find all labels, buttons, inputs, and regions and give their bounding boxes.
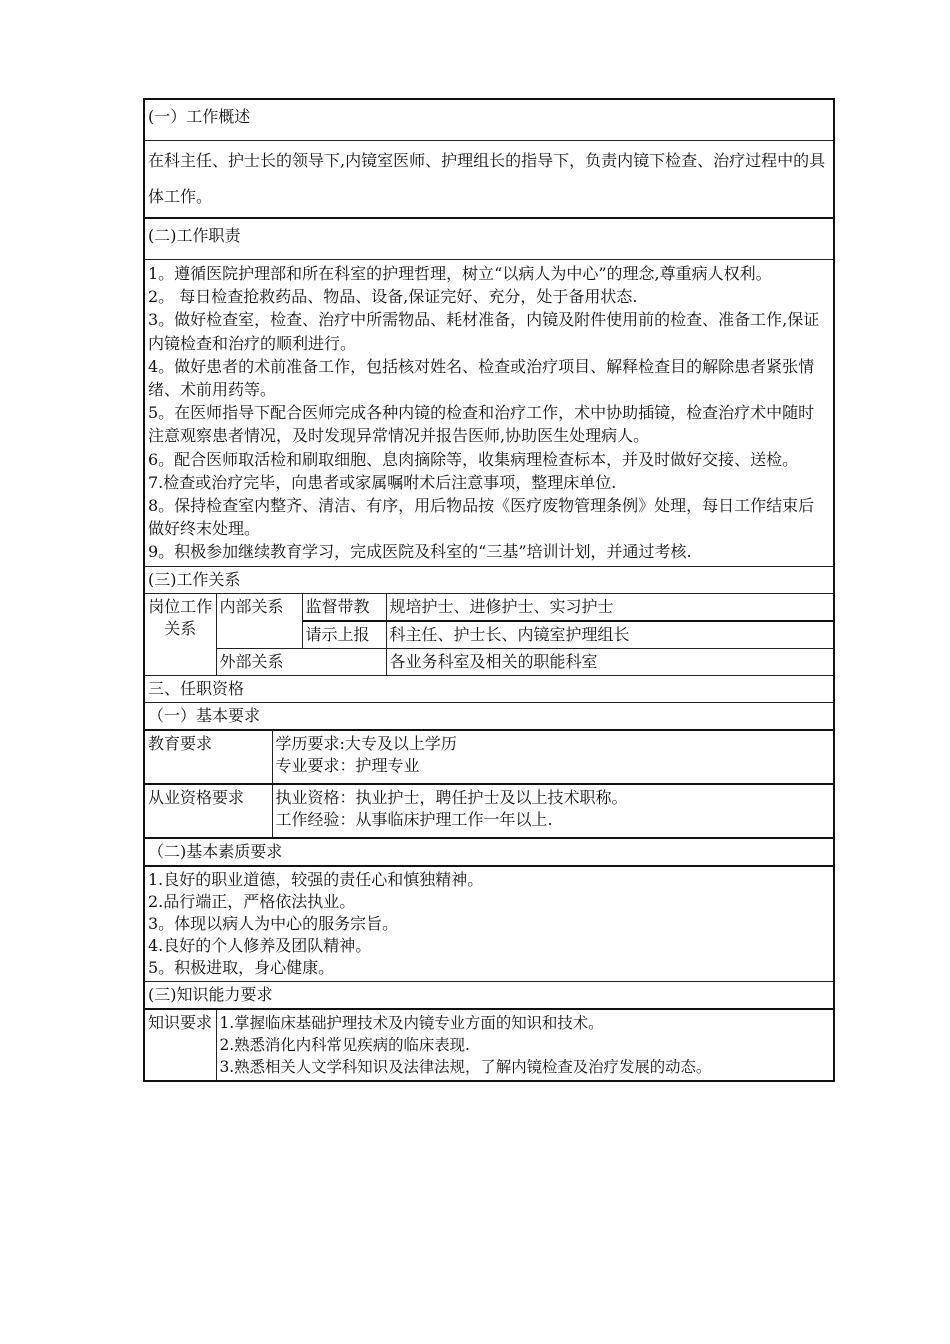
list-item: 2。 每日检查抢救药品、物品、设备,保证完好、充分，处于备用状态. <box>148 287 638 307</box>
qualifications-heading: 三、任职资格 <box>144 675 834 702</box>
duties-heading: (二)工作职责 <box>144 218 834 260</box>
list-item: 9。积极参加继续教育学习，完成医院及科室的“三基”培训计划，并通过考核. <box>148 542 692 562</box>
list-item: 4.良好的个人修养及团队精神。 <box>148 935 372 955</box>
list-item: 4。做好患者的术前准备工作，包括核对姓名、检查或治疗项目、解释检查目的解除患者紧张情绪、术前用药等。 <box>148 356 815 400</box>
education-line: 专业要求：护理专业 <box>275 755 420 775</box>
list-item: 2.熟悉消化内科常见疾病的临床表现. <box>219 1035 470 1054</box>
internal-relations-label: 内部关系 <box>216 593 302 648</box>
knowledge-requirements-heading: (三)知识能力要求 <box>144 981 834 1009</box>
certification-line: 工作经验：从事临床护理工作一年以上. <box>275 809 553 829</box>
list-item: 2.品行端正，严格依法执业。 <box>148 891 356 911</box>
relations-label: 岗位工作关系 <box>144 593 216 675</box>
knowledge-list <box>216 1009 834 1081</box>
education-value <box>272 730 834 784</box>
supervise-label: 监督带教 <box>302 593 386 621</box>
list-item: 3。体现以病人为中心的服务宗旨。 <box>148 913 399 933</box>
list-item: 8。保持检查室内整齐、清洁、有序，用后物品按《医疗废物管理条例》处理，每日工作结束后做好终末处理。 <box>148 496 815 539</box>
education-line: 学历要求:大专及以上学历 <box>275 733 457 753</box>
list-item: 6。配合医师取活检和刷取细胞、息肉摘除等，收集病理检查标本，并及时做好交接、送检。 <box>148 449 799 469</box>
basic-requirements-heading: （一）基本要求 <box>144 702 834 730</box>
duties-list <box>144 260 834 567</box>
education-label: 教育要求 <box>144 730 272 784</box>
report-label: 请示上报 <box>302 621 386 649</box>
list-item: 3。做好检查室，检查、治疗中所需物品、耗材准备，内镜及附件使用前的检查、准备工作,保证内镜检查和治疗的顺利进行。 <box>148 310 820 353</box>
list-item: 1.良好的职业道德，较强的责任心和慎独精神。 <box>148 869 484 889</box>
certification-label: 从业资格要求 <box>144 784 272 838</box>
quality-requirements-heading: （二)基本素质要求 <box>144 838 834 866</box>
list-item: 5。积极进取，身心健康。 <box>148 957 335 977</box>
list-item: 1。遵循医院护理部和所在科室的护理哲理，树立“以病人为中心”的理念,尊重病人权利。 <box>148 264 772 283</box>
external-relations-value: 各业务科室及相关的职能科室 <box>386 648 834 675</box>
list-item: 3.熟悉相关人文学科知识及法律法规，了解内镜检查及治疗发展的动态。 <box>219 1057 712 1076</box>
certification-line: 执业资格：执业护士，聘任护士及以上技术职称。 <box>275 787 628 807</box>
job-description-document <box>143 98 833 1082</box>
overview-text: 在科主任、护士长的领导下,内镜室医师、护理组长的指导下，负责内镜下检查、治疗过程中的具体工作。 <box>144 141 834 219</box>
list-item: 7.检查或治疗完毕，向患者或家属嘱咐术后注意事项，整理床单位. <box>148 472 617 492</box>
job-description-table <box>143 98 835 1082</box>
relations-heading: (三)工作关系 <box>144 566 834 593</box>
list-item: 1.掌握临床基础护理技术及内镜专业方面的知识和技术。 <box>219 1013 604 1032</box>
quality-requirements-list <box>144 866 834 982</box>
supervise-value: 规培护士、进修护士、实习护士 <box>386 593 834 621</box>
certification-value <box>272 784 834 838</box>
knowledge-label: 知识要求 <box>144 1009 216 1081</box>
list-item: 5。在医师指导下配合医师完成各种内镜的检查和治疗工作，术中协助插镜，检查治疗术中随时注意观察患者情况，及时发现异常情况并报告医师,协助医生处理病人。 <box>148 403 815 446</box>
overview-heading: (一）工作概述 <box>144 99 834 141</box>
report-value: 科主任、护士长、内镜室护理组长 <box>386 621 834 649</box>
external-relations-label: 外部关系 <box>216 648 386 675</box>
